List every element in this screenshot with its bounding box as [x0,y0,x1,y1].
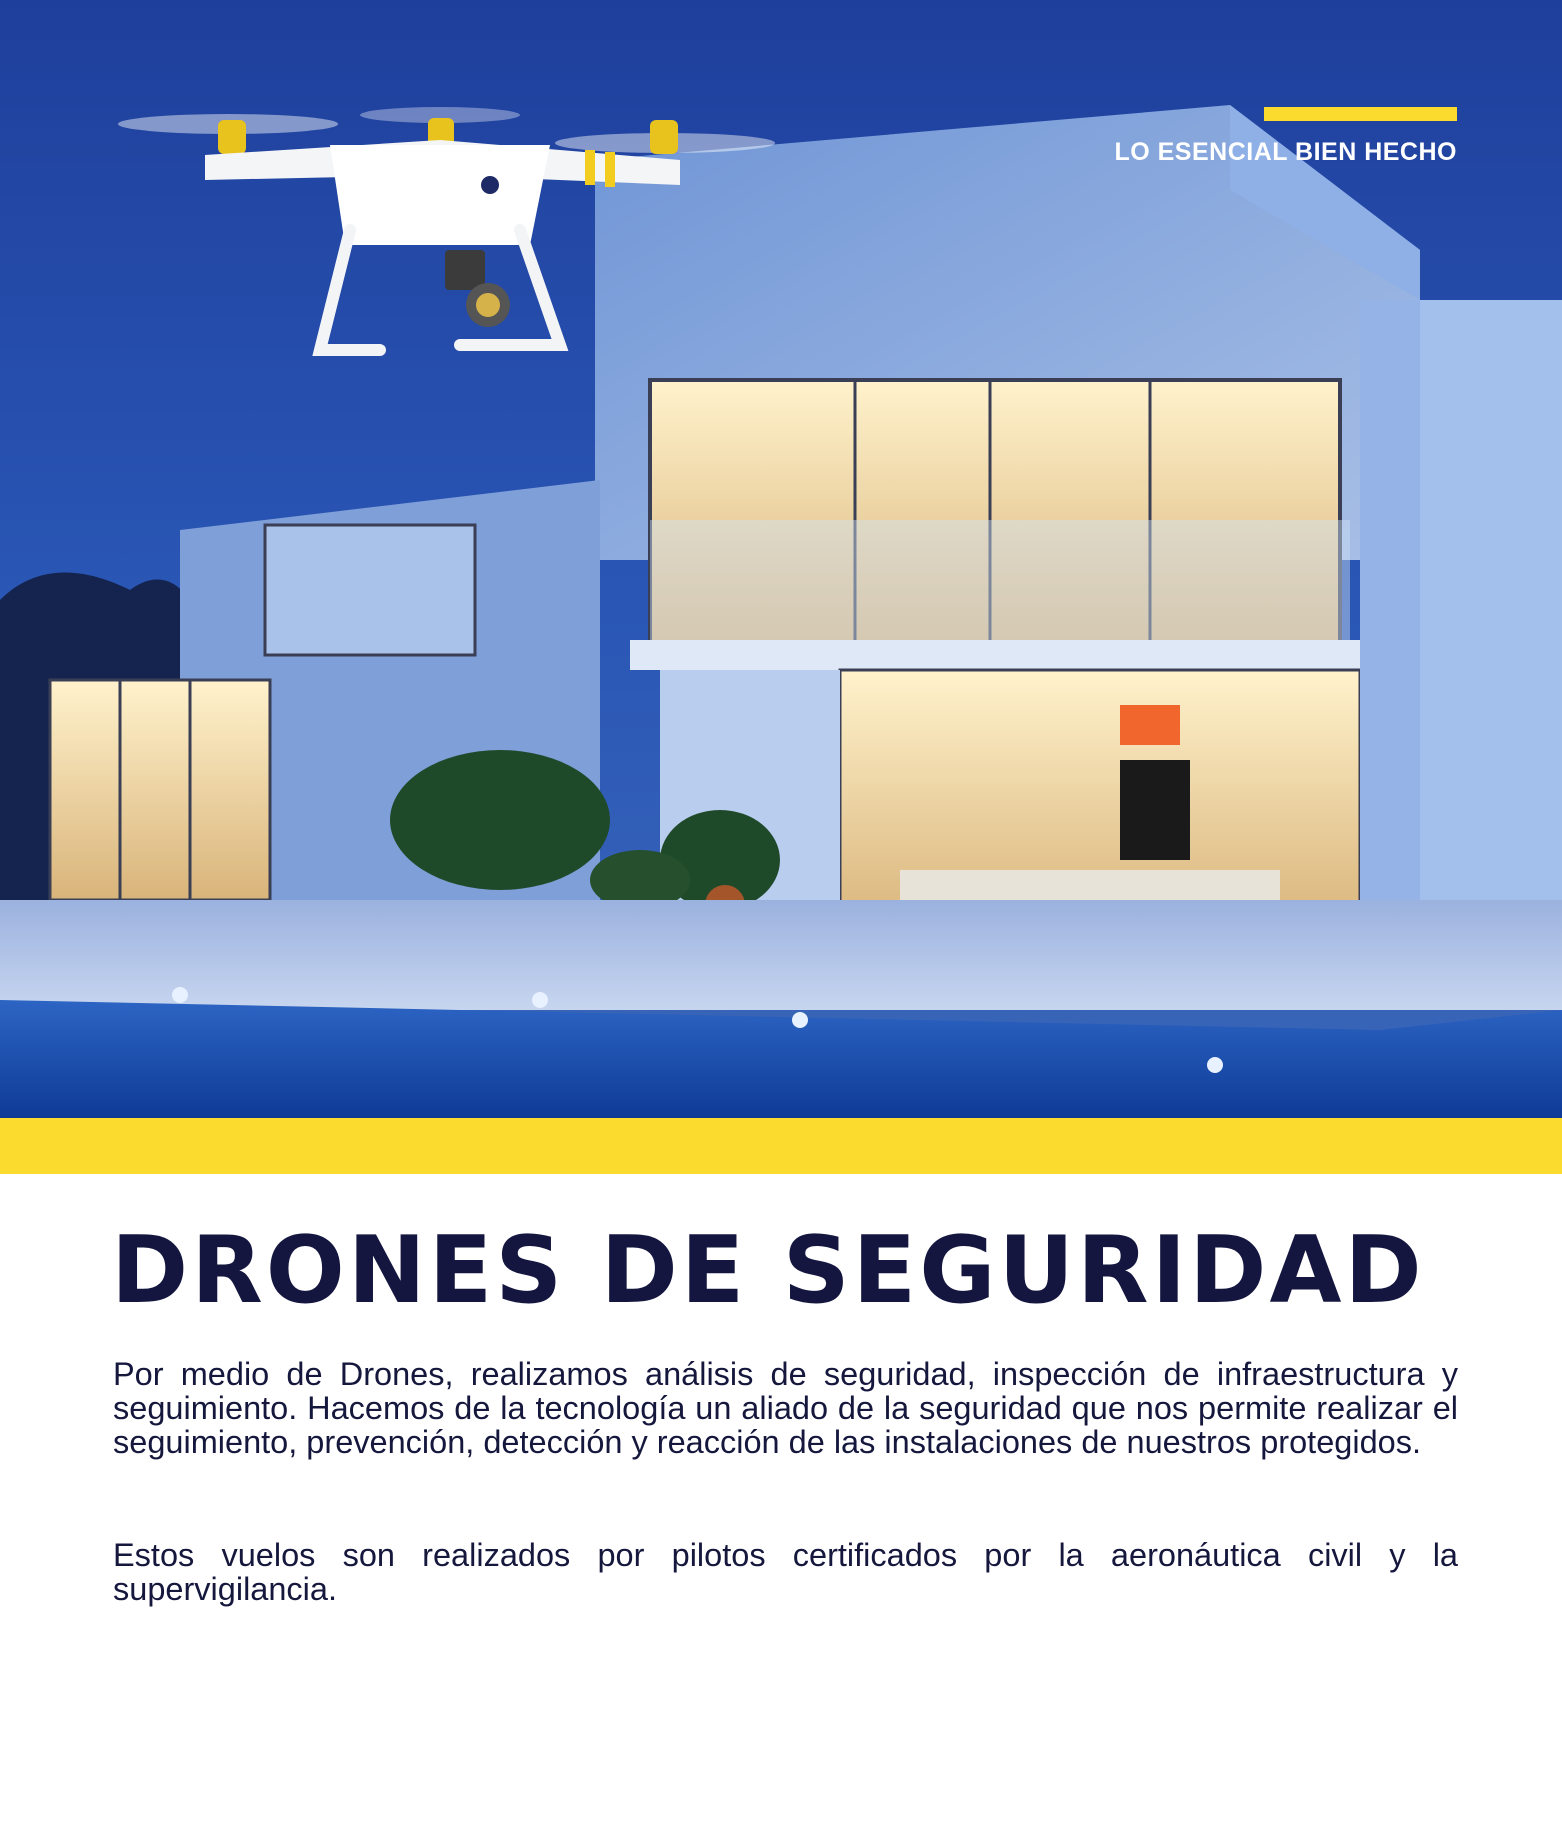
tagline-accent-bar [1264,107,1457,121]
body-paragraph-2: Estos vuelos son realizados por pilotos certificados por la aeronáutica civil y la supervigilancia. [113,1537,1458,1607]
yellow-divider-band [0,1118,1562,1174]
page-title: DRONES DE SEGURIDAD [111,1216,1425,1324]
body-paragraph-1: Por medio de Drones, realizamos análisis de seguridad, inspección de infraestructura y seguimiento. Hacemos de la tecnología un aliado de la seguridad que nos permite realizar el seguimiento, prevención, detección y reacción de las instalaciones de nuestros protegidos. [113,1356,1458,1460]
tagline: LO ESENCIAL BIEN HECHO [1114,138,1457,166]
